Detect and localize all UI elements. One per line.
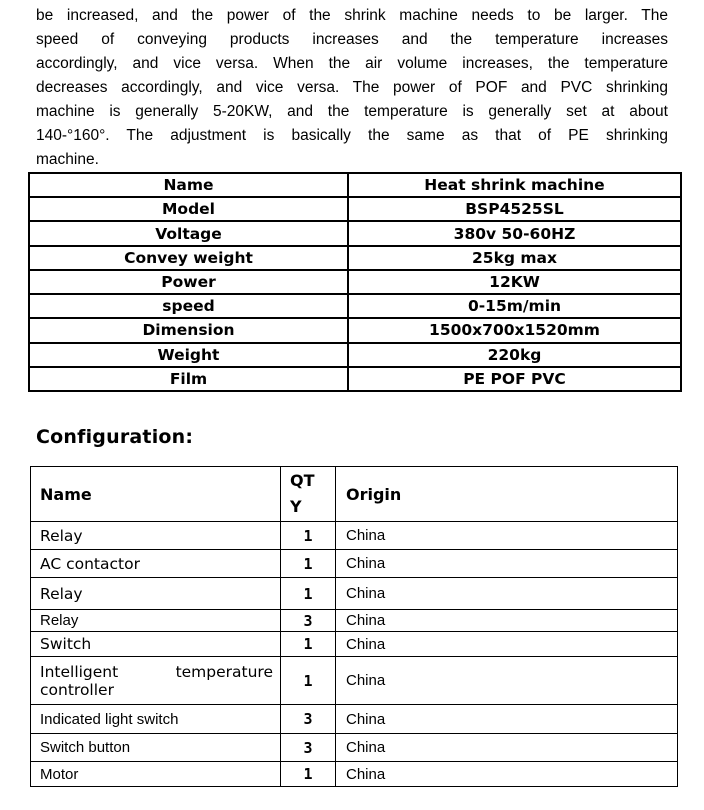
spec-table bbox=[28, 172, 682, 392]
config-name-cell: Switch button bbox=[31, 734, 281, 762]
config-origin-cell: China bbox=[336, 734, 678, 762]
spec-value-cell: BSP4525SL bbox=[348, 197, 681, 221]
config-origin-cell: China bbox=[336, 632, 678, 657]
config-name-cell: AC contactor bbox=[31, 550, 281, 578]
config-qty-cell: 1 bbox=[281, 578, 336, 610]
spec-row bbox=[29, 343, 681, 367]
paragraph-line: machine is generally 5-20KW, and the temperature is generally set at about bbox=[36, 103, 668, 120]
config-name-cell: Relay bbox=[31, 578, 281, 610]
config-row bbox=[31, 550, 678, 578]
spec-row bbox=[29, 246, 681, 270]
config-header-row bbox=[31, 467, 678, 522]
config-row bbox=[31, 578, 678, 610]
paragraph-line: decreases accordingly, and vice versa. The power of POF and PVC shrinking bbox=[36, 79, 668, 96]
config-header-name: Name bbox=[31, 467, 281, 522]
spec-label-cell: Film bbox=[29, 367, 348, 391]
config-name-cell: Intelligent temperature controller bbox=[31, 657, 281, 705]
config-name-cell: Motor bbox=[31, 762, 281, 787]
spec-row bbox=[29, 173, 681, 197]
spec-value-cell: PE POF PVC bbox=[348, 367, 681, 391]
spec-label-cell: Weight bbox=[29, 343, 348, 367]
spec-label-cell: speed bbox=[29, 294, 348, 318]
paragraph-line: 140-°160°. The adjustment is basically the same as that of PE shrinking bbox=[36, 127, 668, 144]
spec-value-cell: 220kg bbox=[348, 343, 681, 367]
paragraph-line: speed of conveying products increases and the temperature increases bbox=[36, 31, 668, 48]
config-row bbox=[31, 762, 678, 787]
config-row bbox=[31, 734, 678, 762]
paragraph-line: machine. bbox=[36, 151, 99, 168]
config-qty-cell: 1 bbox=[281, 522, 336, 550]
config-name-cell: Relay bbox=[31, 610, 281, 632]
config-qty-cell: 1 bbox=[281, 632, 336, 657]
paragraph-line: be increased, and the power of the shrink machine needs to be larger. The bbox=[36, 7, 668, 24]
spec-label-cell: Dimension bbox=[29, 318, 348, 342]
spec-row bbox=[29, 221, 681, 245]
spec-label-cell: Model bbox=[29, 197, 348, 221]
config-origin-cell: China bbox=[336, 578, 678, 610]
config-origin-cell: China bbox=[336, 705, 678, 734]
config-row bbox=[31, 632, 678, 657]
config-name-cell: Indicated light switch bbox=[31, 705, 281, 734]
config-qty-cell: 3 bbox=[281, 734, 336, 762]
spec-value-cell: 25kg max bbox=[348, 246, 681, 270]
config-table bbox=[30, 466, 678, 787]
spec-label-cell: Convey weight bbox=[29, 246, 348, 270]
spec-label-cell: Power bbox=[29, 270, 348, 294]
spec-label-cell: Name bbox=[29, 173, 348, 197]
config-qty-cell: 3 bbox=[281, 610, 336, 632]
config-row bbox=[31, 657, 678, 705]
spec-value-cell: 12KW bbox=[348, 270, 681, 294]
spec-row bbox=[29, 367, 681, 391]
spec-row bbox=[29, 270, 681, 294]
spec-row bbox=[29, 197, 681, 221]
configuration-heading: Configuration: bbox=[36, 426, 194, 448]
config-origin-cell: China bbox=[336, 522, 678, 550]
config-header-origin: Origin bbox=[336, 467, 678, 522]
config-header-qty: QTY bbox=[281, 467, 336, 522]
spec-value-cell: 1500x700x1520mm bbox=[348, 318, 681, 342]
config-origin-cell: China bbox=[336, 762, 678, 787]
config-origin-cell: China bbox=[336, 657, 678, 705]
config-row bbox=[31, 705, 678, 734]
spec-value-cell: 380v 50-60HZ bbox=[348, 221, 681, 245]
config-name-cell: Switch bbox=[31, 632, 281, 657]
spec-value-cell: 0-15m/min bbox=[348, 294, 681, 318]
config-qty-cell: 1 bbox=[281, 762, 336, 787]
config-qty-cell: 1 bbox=[281, 657, 336, 705]
config-origin-cell: China bbox=[336, 550, 678, 578]
config-qty-cell: 1 bbox=[281, 550, 336, 578]
config-qty-cell: 3 bbox=[281, 705, 336, 734]
config-row bbox=[31, 522, 678, 550]
paragraph-line: accordingly, and vice versa. When the air volume increases, the temperature bbox=[36, 55, 668, 72]
spec-label-cell: Voltage bbox=[29, 221, 348, 245]
intro-paragraph bbox=[36, 4, 668, 172]
config-row bbox=[31, 610, 678, 632]
spec-value-cell: Heat shrink machine bbox=[348, 173, 681, 197]
config-name-cell: Relay bbox=[31, 522, 281, 550]
config-origin-cell: China bbox=[336, 610, 678, 632]
spec-row bbox=[29, 318, 681, 342]
spec-row bbox=[29, 294, 681, 318]
